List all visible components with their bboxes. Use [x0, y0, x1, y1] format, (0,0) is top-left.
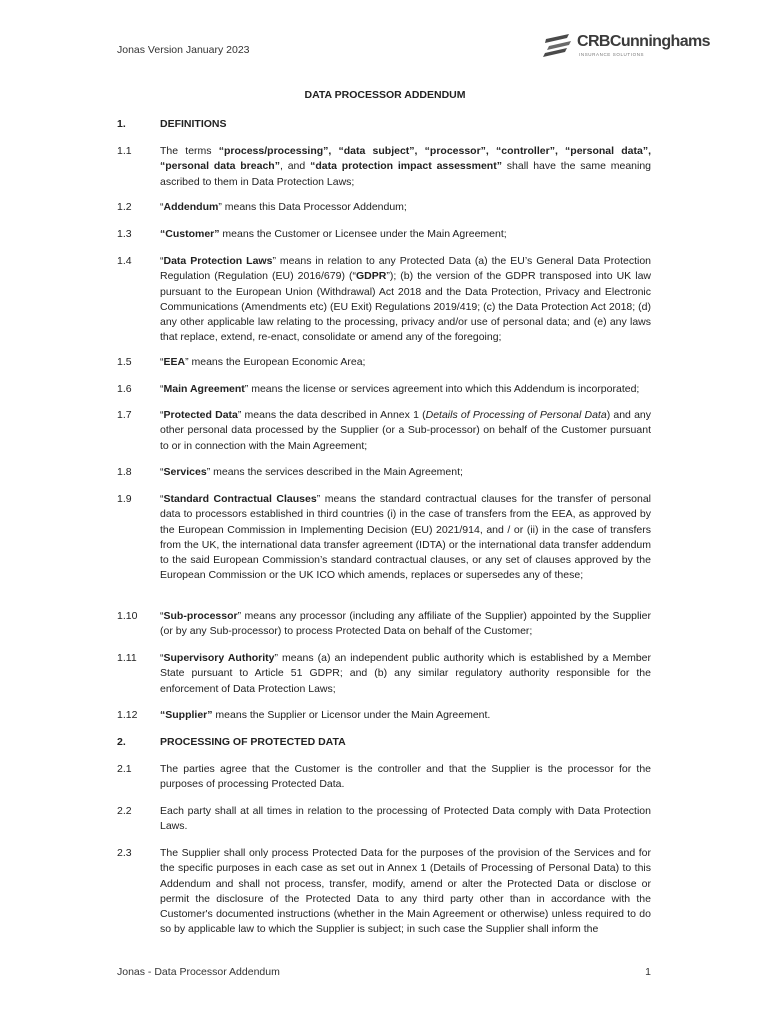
clause — [117, 382, 651, 397]
clause-text-segment: ” means the standard contractual clauses for the transfer of personal data to processors established in third countries (i) in the case of transfers from the EEA, as approved by the European Commission in Implementing Decision (EU) 2021/914, and / or (ii) in the case of transfers from the UK, the international data transfer agreement (IDTA) or the international data transfer addendum to the said European Commission’s standard contractual clauses, or any set of clauses approved by the European Commission or the UK ICO which amends, replaces or supersedes any of these; — [160, 493, 652, 582]
clause-number: 1.6 — [117, 383, 132, 395]
clause-text — [160, 804, 651, 835]
clause — [117, 200, 651, 215]
clause — [117, 708, 651, 723]
clause-text-segment: ” means the data described in Annex 1 ( — [237, 409, 426, 421]
clause-text-segment: Supervisory Authority — [163, 652, 275, 664]
clause-number: 1.10 — [117, 610, 138, 622]
section-heading — [117, 735, 651, 750]
clause-text — [160, 651, 651, 697]
clause-text — [160, 492, 651, 584]
logo-mark-icon — [543, 33, 573, 61]
logo-text: CRBCunninghams — [577, 33, 710, 50]
clause-text-segment: GDPR — [356, 270, 387, 283]
clause-text-segment: “ — [160, 493, 164, 505]
clause-number: 2.3 — [117, 847, 132, 859]
clause-number: 2.1 — [117, 763, 132, 775]
clause-text-segment: “Customer” — [160, 228, 220, 240]
document-title: DATA PROCESSOR ADDENDUM — [304, 89, 466, 101]
clause-text-segment: Protected Data — [163, 409, 238, 421]
footer-document-name: Jonas - Data Processor Addendum — [117, 966, 280, 978]
clause-text-segment: Main Agreement — [163, 383, 245, 395]
clause-text-segment: ” means this Data Processor Addendum; — [218, 201, 407, 213]
clause-text — [160, 355, 651, 370]
clause-number: 1.2 — [117, 201, 132, 213]
clause-text-segment: Addendum — [163, 201, 219, 213]
clause-number: 1. — [117, 118, 126, 130]
clause-number: 1.11 — [117, 652, 137, 664]
clause-text-segment: Standard Contractual Clauses — [163, 493, 317, 505]
clause — [117, 804, 651, 835]
clause-text-segment: “ — [160, 383, 164, 395]
company-logo — [543, 31, 710, 61]
clause — [117, 651, 651, 697]
clause — [117, 227, 651, 242]
clause-text — [160, 408, 651, 454]
clause-text-segment: “ — [160, 201, 164, 213]
clause — [117, 846, 651, 938]
clause-text — [160, 846, 651, 938]
clause-number: 2.2 — [117, 805, 132, 817]
clause — [117, 465, 651, 480]
clause-text-segment: “process/processing”, “data subject”, “processor”, “controller”, “personal data”, “personal data breach” — [160, 145, 651, 173]
clause-text-segment: EEA — [163, 356, 186, 368]
clause-text-segment: ” means the services described in the Main Agreement; — [206, 466, 463, 478]
clause-number: 1.12 — [117, 709, 138, 721]
logo-tagline: INSURANCE SOLUTIONS — [579, 52, 645, 57]
clause — [117, 408, 651, 454]
clause-text-segment: “ — [160, 255, 164, 267]
clause-text-segment: ”); (b) the version of the GDPR transposed into UK law pursuant to the European Union (Withdrawal) Act 2018 and the Data Protection, Privacy and Electronic Communications (Amendments etc) (EU Exit) Regulations 2019/419; (c) the Data Protection Act 2018; (d) any other applicable law relating to the processing, privacy and/or use of personal data; and (e) any laws that replace, extend, re-enact, consolidate or amend any of the foregoing; — [160, 270, 651, 344]
clause-text-segment: DEFINITIONS — [160, 118, 227, 130]
clause-text-segment: Sub-processor — [163, 610, 238, 622]
clause-text — [160, 254, 651, 346]
clause-text-segment: shall have the same meaning ascribed to them in Data Protection Laws; — [160, 160, 652, 188]
clause-text — [160, 465, 651, 480]
clause-text-segment: “ — [160, 409, 164, 421]
clause — [117, 144, 651, 190]
clause — [117, 492, 651, 584]
clause-text-segment: The parties agree that the Customer is the controller and that the Supplier is the processor for the purposes of processing Protected Data. — [160, 763, 651, 791]
clause — [117, 762, 651, 793]
clause-text — [160, 735, 651, 750]
footer-page-number: 1 — [645, 966, 651, 978]
clause — [117, 609, 651, 640]
clause-text — [160, 117, 651, 132]
clause-text — [160, 382, 651, 397]
clause-text-segment: Each party shall at all times in relation to the processing of Protected Data comply with Data Protection Laws. — [160, 805, 651, 833]
clause-text-segment: means the Customer or Licensee under the Main Agreement; — [219, 228, 507, 240]
clause-text-segment: ” means in relation to any Protected Data (a) the EU’s General Data Protection Regulation (Regulation (EU) 2016/679) (“ — [160, 255, 651, 283]
clause-text-segment: “ — [160, 652, 164, 664]
clause-text — [160, 708, 651, 723]
clause-text-segment: “Supplier” — [160, 709, 213, 721]
clause-number: 1.9 — [117, 493, 132, 505]
clause-number: 1.1 — [117, 145, 132, 157]
clause-text-segment: The terms — [160, 145, 219, 157]
clause-text-segment: “ — [160, 466, 164, 478]
clause-text-segment: PROCESSING OF PROTECTED DATA — [160, 736, 346, 748]
clause-text-segment: ” means any processor (including any affiliate of the Supplier) appointed by the Supplier (or by any Sub-processor) to process Protected Data on behalf of the Customer; — [160, 610, 651, 638]
clause-number: 1.7 — [117, 409, 132, 421]
clause-number: 2. — [117, 736, 126, 748]
clause-number: 1.3 — [117, 228, 132, 240]
clause-number: 1.8 — [117, 466, 132, 478]
clause-text — [160, 144, 651, 190]
clause-text — [160, 609, 651, 640]
clause-number: 1.5 — [117, 356, 132, 368]
clause-text-segment: ” means the European Economic Area; — [185, 356, 366, 368]
clause-text-segment: ) and any other personal data processed by the Supplier (or a Sub-processor) on behalf of the Customer pursuant to or in connection with the Main Agreement; — [160, 409, 651, 452]
section-heading — [117, 117, 651, 132]
clause-number: 1.4 — [117, 255, 132, 267]
clause-text-segment: ” means (a) an independent public authority which is established by a Member State pursuant to Article 51 GDPR; and (b) any similar regulatory authority responsible for the enforcement of Data Protection Laws; — [160, 652, 652, 695]
clause-text-segment: The Supplier shall only process Protected Data for the purposes of the provision of the Services and for the specific purposes in each case as set out in Annex 1 (Details of Processing of Personal Data) to this Addendum and shall not process, transfer, modify, amend or alter the Protected Data or disclose or permit the disclosure of the Protected Data to any third party other than in accordance with the Customer's documented instructions (whether in the Main Agreement or otherwise) unless required to do so by applicable law to which the Supplier is subject; in such case the Supplier shall inform the — [160, 847, 651, 936]
clause-text-segment: Data Protection Laws — [163, 255, 273, 267]
clause — [117, 254, 651, 346]
clause-text-segment: ” means the license or services agreement into which this Addendum is incorporated; — [244, 383, 640, 395]
clause-text-segment: “ — [160, 356, 164, 368]
header-version: Jonas Version January 2023 — [117, 44, 250, 56]
clause-text — [160, 227, 651, 242]
clause-text-segment: Details of Processing of Personal Data — [425, 409, 607, 421]
clause-text-segment: means the Supplier or Licensor under the Main Agreement. — [212, 709, 491, 721]
clause-text-segment: Services — [163, 466, 207, 478]
clause — [117, 355, 651, 370]
clause-text — [160, 762, 651, 793]
clause-text-segment: , and — [279, 160, 311, 173]
clause-text — [160, 200, 651, 215]
clause-text-segment: “data protection impact assessment” — [310, 160, 502, 173]
clause-text-segment: “ — [160, 610, 164, 622]
